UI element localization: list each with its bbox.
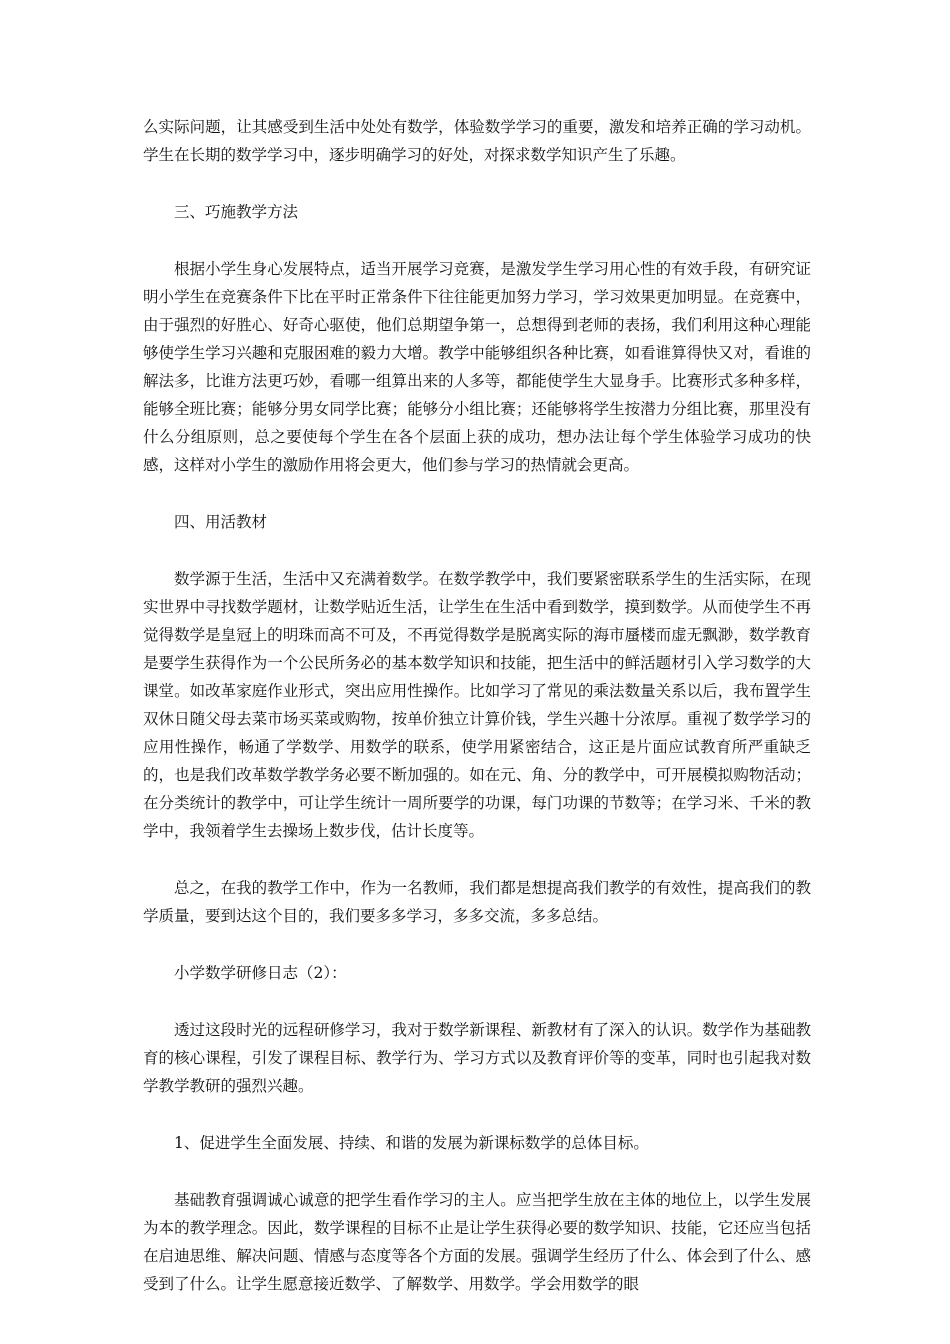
paragraph-math-life: 数学源于生活，生活中又充满着数学。在数学教学中，我们要紧密联系学生的生活实际，在现实世界中寻找数学题材，让数学贴近生活，让学生在生活中看到数学，摸到数学。从而使学生不再觉得数学是皇冠上的明珠而高不可及，不再觉得数学是脱离实际的海市蜃楼而虚无飘渺，数学教育是要学生获得作为一个公民所务必的基本数学知识和技能，把生活中的鲜活题材引入学习数学的大课堂。如改革家庭作业形式，突出应用性操作。比如学习了常见的乘法数量关系以后，我布置学生双休日随父母去菜市场买菜或购物，按单价独立计算价钱，学生兴趣十分浓厚。重视了数学学习的应用性操作，畅通了学数学、用数学的联系，使学用紧密结合，这正是片面应试教育所严重缺乏的，也是我们改革数学教学务必要不断加强的。如在元、角、分的教学中，可开展模拟购物活动；在分类统计的教学中，可让学生统计一周所要学的功课，每门功课的节数等；在学习米、千米的教学中，我领着学生去操场上数步伐，估计长度等。 xyxy=(143,570,811,840)
paragraph-conclusion: 总之，在我的教学工作中，作为一名教师，我们都是想提高我们教学的有效性，提高我们的教学质量，要到达这个目的，我们要多多学习，多多交流，多多总结。 xyxy=(143,879,811,925)
document-body xyxy=(143,113,811,1327)
section-heading-teaching-methods: 三、巧施教学方法 xyxy=(174,203,299,221)
section-heading-goal-1: 1、促进学生全面发展、持续、和谐的发展为新课标数学的总体目标。 xyxy=(174,1134,649,1152)
section-heading-textbook: 四、用活教材 xyxy=(174,513,268,531)
paragraph-continuation: 么实际问题，让其感受到生活中处处有数学，体验数学学习的重要，激发和培养正确的学习动机。学生在长期的数学学习中，逐步明确学习的好处，对探求数学知识产生了乐趣。 xyxy=(143,118,811,164)
paragraph-remote-study: 透过这段时光的远程研修学习，我对于数学新课程、新教材有了深入的认识。数学作为基础教育的核心课程，引发了课程目标、教学行为、学习方式以及教育评价等的变革，同时也引起我对数学教学教研的强烈兴趣。 xyxy=(143,1021,811,1095)
paragraph-basic-education: 基础教育强调诚心诚意的把学生看作学习的主人。应当把学生放在主体的地位上，以学生发展为本的教学理念。因此，数学课程的目标不止是让学生获得必要的数学知识、技能，它还应当包括在启迪思维、解决问题、情感与态度等各个方面的发展。强调学生经历了什么、体会到了什么、感受到了什么。让学生愿意接近数学、了解数学、用数学。学会用数学的眼 xyxy=(143,1191,811,1293)
paragraph-competition: 根据小学生身心发展特点，适当开展学习竞赛，是激发学生学习用心性的有效手段，有研究证明小学生在竞赛条件下比在平时正常条件下往往能更加努力学习，学习效果更加明显。在竞赛中，由于强烈的好胜心、好奇心驱使，他们总期望争第一，总想得到老师的表扬，我们利用这种心理能够使学生学习兴趣和克服困难的毅力大增。教学中能够组织各种比赛，如看谁算得快又对，看谁的解法多，比谁方法更巧妙，看哪一组算出来的人多等，都能使学生大显身手。比赛形式多种多样，能够全班比赛；能够分男女同学比赛；能够分小组比赛；还能够将学生按潜力分组比赛，那里没有什么分组原则，总之要使每个学生在各个层面上获的成功，想办法让每个学生体验学习成功的快感，这样对小学生的激励作用将会更大，他们参与学习的热情就会更高。 xyxy=(143,260,811,474)
section-heading-journal-2: 小学数学研修日志（2）： xyxy=(174,964,347,982)
